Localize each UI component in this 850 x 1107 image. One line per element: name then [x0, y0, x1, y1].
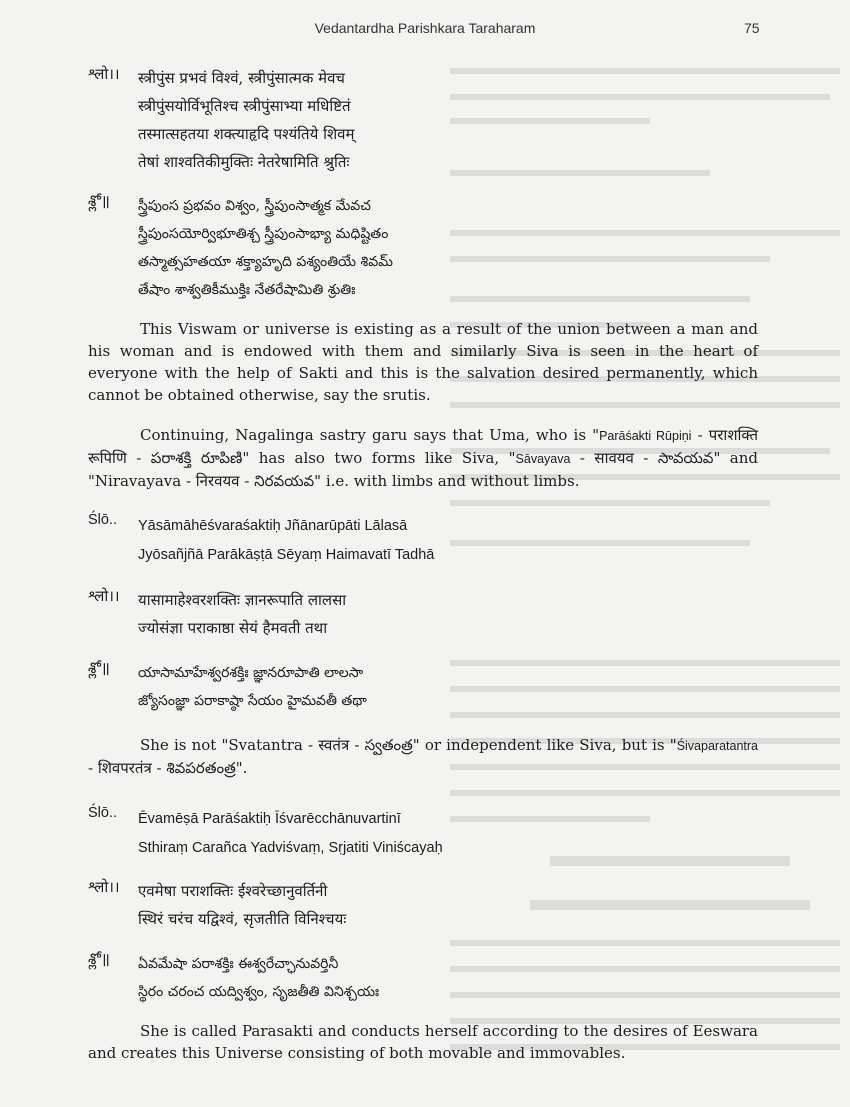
transliteration-term: Sāvayava — [515, 452, 571, 466]
verse-line: యాసామాహేశ్వరశక్తిః జ్ఞానరూపాతి లాలసా — [138, 665, 364, 681]
verse-line: తేషాం శాశ్వతికీముక్తిః నేతరేషామితి శ్రుతిః — [138, 282, 356, 298]
verse-line: तेषां शाश्वतिकीमुक्तिः नेतरेषामिति श्रुतिः — [138, 153, 350, 171]
paragraph-3 — [88, 734, 758, 779]
verse-label: Ślō.. — [88, 805, 118, 821]
verse-line: స్థిరం చరంచ యద్విశ్వం, సృజతీతి వినిశ్చయః — [138, 984, 380, 1000]
transliteration-term: Śivaparatantra — [676, 739, 758, 753]
verse-line: ఏవమేషా పరాశక్తిః ఈశ్వరేచ్ఛానువర్తినీ — [138, 956, 339, 972]
paragraph-1 — [88, 318, 758, 406]
paragraph-text: She is called Parasakti and conducts herself according to the desires of Eeswara and creates this Universe consisting of both movable and immovables. — [88, 1022, 758, 1062]
verse-label: श्लो।। — [88, 587, 120, 605]
verse-label: శ్లో॥ — [88, 192, 110, 210]
verse-line: Yāsāmāhēśvaraśaktiḥ Jñānarūpāti Lālasā — [138, 518, 408, 534]
verse-line: तस्मात्सहतया शक्त्याहृदि पश्यंतिये शिवम् — [138, 125, 355, 143]
verse-line: स्थिरं चरंच यद्विश्वं, सृजतीति विनिश्चयः — [138, 910, 347, 928]
verse-lines — [138, 192, 393, 304]
verse-lines — [138, 64, 354, 176]
verse-line: स्त्रीपुंस प्रभवं विश्वं, स्त्रीपुंसात्मक मेवच — [138, 69, 345, 87]
verse-label: శ్లో॥ — [88, 659, 110, 677]
verse-line: స్త్రీపుంస ప్రభవం విశ్వం, స్త్రీపుంసాత్మక మేవచ — [138, 198, 371, 214]
running-title: Vedantardha Parishkara Taraharam — [314, 20, 536, 36]
verse-line: Sthiraṃ Carañca Yadviśvaṃ, Sṛjatiti Viniścayaḥ — [138, 840, 443, 856]
verse-line: यासामाहेश्वरशक्तिः ज्ञानरूपाति लालसा — [138, 591, 347, 609]
verse-lines — [138, 805, 443, 863]
verse-label: శ్లో॥ — [88, 950, 110, 968]
paragraph-text: She is not "Svatantra - स्वतंत्र - స్వతంత్ర" or independent like Siva, but is " — [140, 736, 677, 754]
paragraph-text: Continuing, Nagalinga sastry garu says that Uma, who is " — [140, 426, 600, 444]
page-number: 75 — [744, 20, 760, 36]
paragraph-2 — [88, 424, 758, 492]
verse-label: श्लो।। — [88, 65, 120, 83]
verse-lines — [138, 659, 367, 715]
verse-line: స్త్రీపుంసయోర్విభూతిశ్చ స్త్రీపుంసాభ్యా మధిష్టితం — [138, 226, 389, 242]
paragraph-text: This Viswam or universe is existing as a result of the union between a man and his woman and is endowed with them and similarly Siva is seen in the heart of everyone with the help of Sakti and this is the salvation desired permanently, which cannot be obtained otherwise, say the srutis. — [88, 320, 758, 404]
paragraph-text: - पराशक्ति रूपिणि - పరాశక్తి రూపిణి" has also two forms like Siva, " — [88, 426, 758, 467]
verse-label: श्लो।। — [88, 878, 120, 896]
verse-line: एवमेषा पराशक्तिः ईश्वरेच्छानुवर्तिनी — [138, 882, 328, 900]
paragraph-text: - शिवपरतंत्र - శివపరతంత్ర". — [88, 759, 248, 777]
verse-line: జ్యోసంజ్ఞా పరాకాష్ఠా సేయం హైమవతీ తథా — [138, 693, 367, 709]
verse-line: Ēvamēṣā Parāśaktiḥ Īśvarēcchānuvartinī — [138, 811, 401, 827]
verse-lines — [138, 950, 379, 1006]
bleed-through-texture — [430, 60, 850, 1060]
verse-lines — [138, 512, 434, 570]
paragraph-4 — [88, 1020, 758, 1064]
transliteration-term: Parāśakti Rūpiṇi — [599, 429, 692, 443]
verse-line: Jyōsañjñā Parākāṣṭā Sēyaṃ Haimavatī Tadhā — [138, 547, 435, 563]
verse-line: ज्योसंज्ञा पराकाष्ठा सेयं हैमवती तथा — [138, 619, 328, 637]
paragraph-text: - सावयव - సావయవ" and "Niravayava - निरवयव - నిరవయవ" i.e. with limbs and without limbs. — [88, 449, 759, 490]
verse-label: Ślō.. — [88, 512, 118, 528]
verse-lines — [138, 586, 346, 642]
verse-line: తస్మాత్సహతయా శక్త్యాహృది పశ్యంతియే శివమ్ — [138, 254, 393, 270]
verse-line: स्त्रीपुंसयोर्विभूतिश्च स्त्रीपुंसाभ्या मधिष्टितं — [138, 97, 351, 115]
verse-lines — [138, 877, 346, 933]
